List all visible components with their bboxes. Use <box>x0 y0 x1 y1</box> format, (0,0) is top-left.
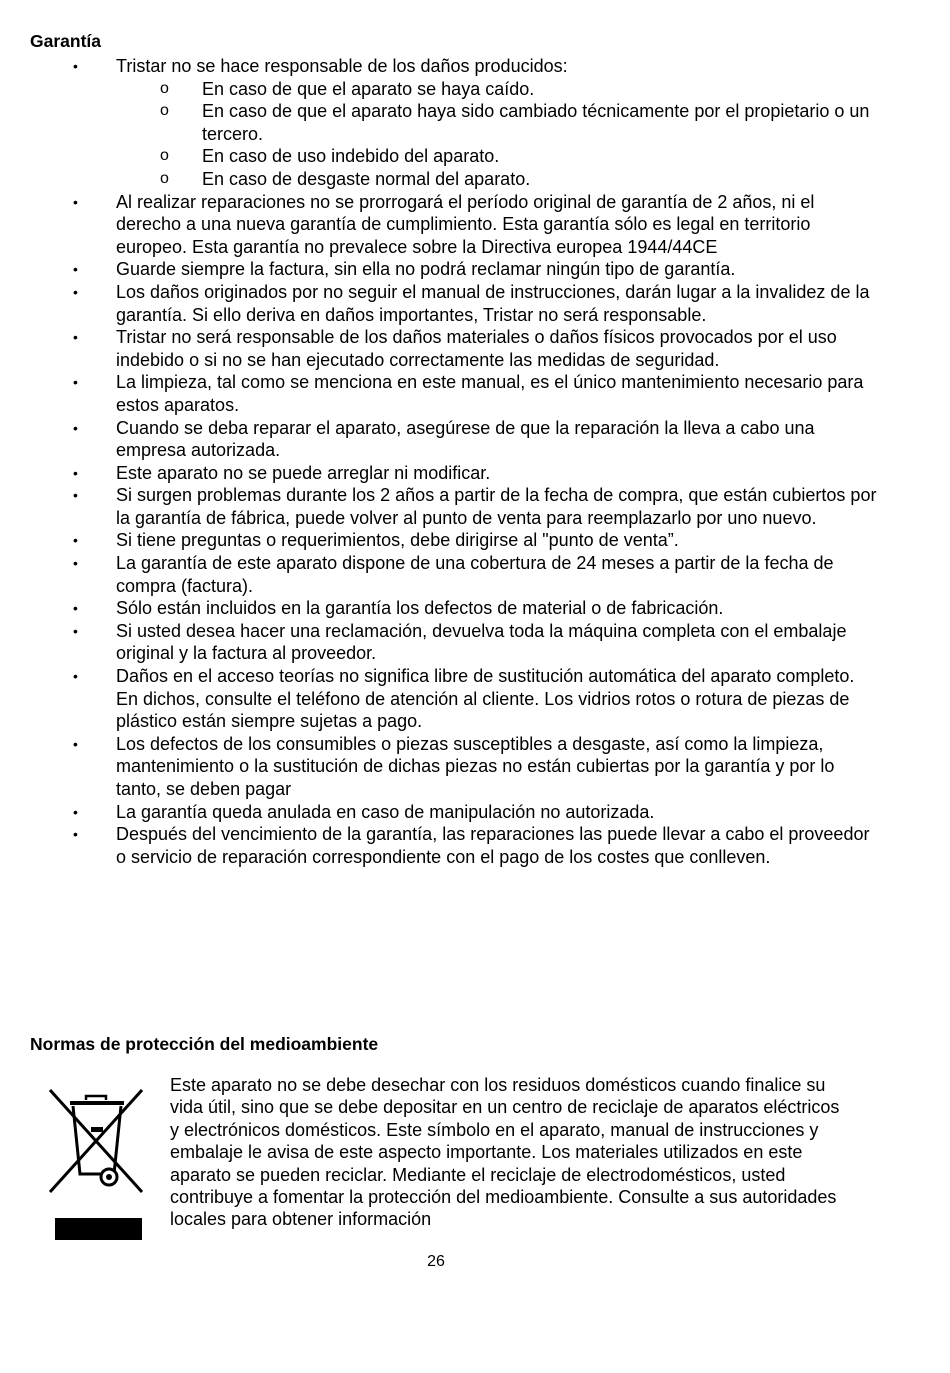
warranty-sublist <box>116 78 880 191</box>
bullet-icon: • <box>73 555 78 572</box>
warranty-item-text: Los defectos de los consumibles o piezas susceptibles a desgaste, así como la limpieza, mantenimiento o la sustitución de dichas piezas no están cubiertas por la garantía y por lo tanto, se deben pagar <box>116 733 835 799</box>
warranty-item-text: Al realizar reparaciones no se prorrogará el período original de garantía de 2 años, ni el derecho a una nueva garantía de cumplimiento. Esta garantía sólo es legal en territorio europeo. Esta garantía no prevalece sobre la Directiva europea 1944/44CE <box>116 191 815 257</box>
warranty-item <box>0 801 880 824</box>
warranty-item-text: Si surgen problemas durante los 2 años a partir de la fecha de compra, que están cubiertos por la garantía de fábrica, puede volver al punto de venta para reemplazarlo por uno nuevo. <box>116 485 877 528</box>
warranty-item-text: La garantía de este aparato dispone de una cobertura de 24 meses a partir de la fecha de compra (factura). <box>116 553 834 596</box>
warranty-item <box>0 326 880 371</box>
environment-heading: Normas de protección del medioambiente <box>30 1034 379 1054</box>
warranty-item <box>0 552 880 597</box>
warranty-item-text: Guarde siempre la factura, sin ella no podrá reclamar ningún tipo de garantía. <box>116 259 736 280</box>
bullet-icon: • <box>73 58 78 74</box>
warranty-subitem-text: En caso de que el aparato se haya caído. <box>202 78 535 99</box>
warranty-item-text: Sólo están incluidos en la garantía los defectos de material o de fabricación. <box>116 598 724 619</box>
page-number: 26 <box>427 1253 445 1270</box>
bullet-icon: • <box>73 283 78 300</box>
warranty-item-text: Este aparato no se puede arreglar ni modificar. <box>116 462 491 483</box>
warranty-subitem <box>116 168 880 191</box>
warranty-subitem <box>116 145 880 168</box>
crossed-out-wheelie-bin-icon <box>46 1086 146 1196</box>
warranty-item <box>0 281 880 326</box>
bullet-icon: • <box>73 419 78 436</box>
sub-bullet-icon: o <box>160 169 169 187</box>
warranty-heading: Garantía <box>30 31 101 51</box>
bin-underline-bar <box>55 1218 142 1240</box>
sub-bullet-icon: o <box>160 79 169 97</box>
warranty-item <box>0 597 880 620</box>
sub-bullet-icon: o <box>160 102 169 120</box>
warranty-item <box>0 484 880 529</box>
bullet-icon: • <box>73 622 78 639</box>
warranty-item-text: Después del vencimiento de la garantía, las reparaciones las puede llevar a cabo el proveedor o servicio de reparación correspondiente con el pago de los costes que conlleven. <box>116 824 870 867</box>
warranty-item <box>0 371 880 416</box>
bullet-icon: • <box>73 329 78 346</box>
bullet-icon: • <box>73 532 78 549</box>
warranty-item-text: Daños en el acceso teorías no significa libre de sustitución automática del aparato completo. En dichos, consulte el teléfono de atención al cliente. Los vidrios rotos o rotura de piezas de plástico están siempre sujetas a pago. <box>116 666 855 732</box>
warranty-subitem-text: En caso de desgaste normal del aparato. <box>202 168 531 189</box>
warranty-item-text: Tristar no se hace responsable de los daños producidos: <box>116 56 568 76</box>
warranty-item <box>0 55 880 191</box>
warranty-item <box>0 258 880 281</box>
warranty-item-text: Cuando se deba reparar el aparato, asegúrese de que la reparación la lleva a cabo una empresa autorizada. <box>116 417 815 461</box>
warranty-subitem <box>116 78 880 101</box>
bullet-icon: • <box>73 487 78 504</box>
bullet-icon: • <box>73 600 78 617</box>
warranty-subitem-text: En caso de que el aparato haya sido cambiado técnicamente por el propietario o un tercero. <box>202 101 870 144</box>
warranty-item <box>0 823 880 868</box>
warranty-item <box>0 417 880 462</box>
warranty-item-text: Si usted desea hacer una reclamación, devuelva toda la máquina completa con el embalaje original y la factura al proveedor. <box>116 620 847 664</box>
warranty-list <box>0 55 880 868</box>
warranty-item-text: La limpieza, tal como se menciona en este manual, es el único mantenimiento necesario para estos aparatos. <box>116 372 864 415</box>
warranty-item <box>0 733 880 801</box>
warranty-subitem <box>116 100 880 145</box>
warranty-item <box>0 665 880 733</box>
warranty-item-text: La garantía queda anulada en caso de manipulación no autorizada. <box>116 801 655 822</box>
warranty-item <box>0 462 880 485</box>
bullet-icon: • <box>73 374 78 391</box>
bullet-icon: • <box>73 261 78 278</box>
warranty-item-text: Los daños originados por no seguir el manual de instrucciones, darán lugar a la invalidez de la garantía. Si ello deriva en daños importantes, Tristar no será responsable. <box>116 281 870 325</box>
bullet-icon: • <box>73 735 78 752</box>
bullet-icon: • <box>73 193 78 210</box>
bullet-icon: • <box>73 826 78 843</box>
warranty-item-text: Si tiene preguntas o requerimientos, debe dirigirse al "punto de venta”. <box>116 530 679 551</box>
warranty-item <box>0 529 880 552</box>
warranty-subitem-text: En caso de uso indebido del aparato. <box>202 146 500 167</box>
warranty-item-text: Tristar no será responsable de los daños materiales o daños físicos provocados por el uso indebido o si no se han ejecutado correctamente las medidas de seguridad. <box>116 327 837 370</box>
warranty-item <box>0 620 880 665</box>
environment-text: Este aparato no se debe desechar con los residuos domésticos cuando finalice su vida útil, sino que se debe depositar en un centro de reciclaje de aparatos eléctricos y electrónicos domésticos. Este símbolo en el aparato, manual de instrucciones y embalaje le avisa de este aspecto importante. Los materiales utilizados en este aparato se pueden reciclar. Mediante el reciclaje de electrodomésticos, usted contribuye a fomentar la protección del medioambiente. Consulte a sus autoridades locales para obtener información <box>170 1075 840 1230</box>
bullet-icon: • <box>73 668 78 685</box>
bullet-icon: • <box>73 464 78 481</box>
sub-bullet-icon: o <box>160 147 169 165</box>
warranty-item <box>0 191 880 259</box>
bullet-icon: • <box>73 803 78 820</box>
